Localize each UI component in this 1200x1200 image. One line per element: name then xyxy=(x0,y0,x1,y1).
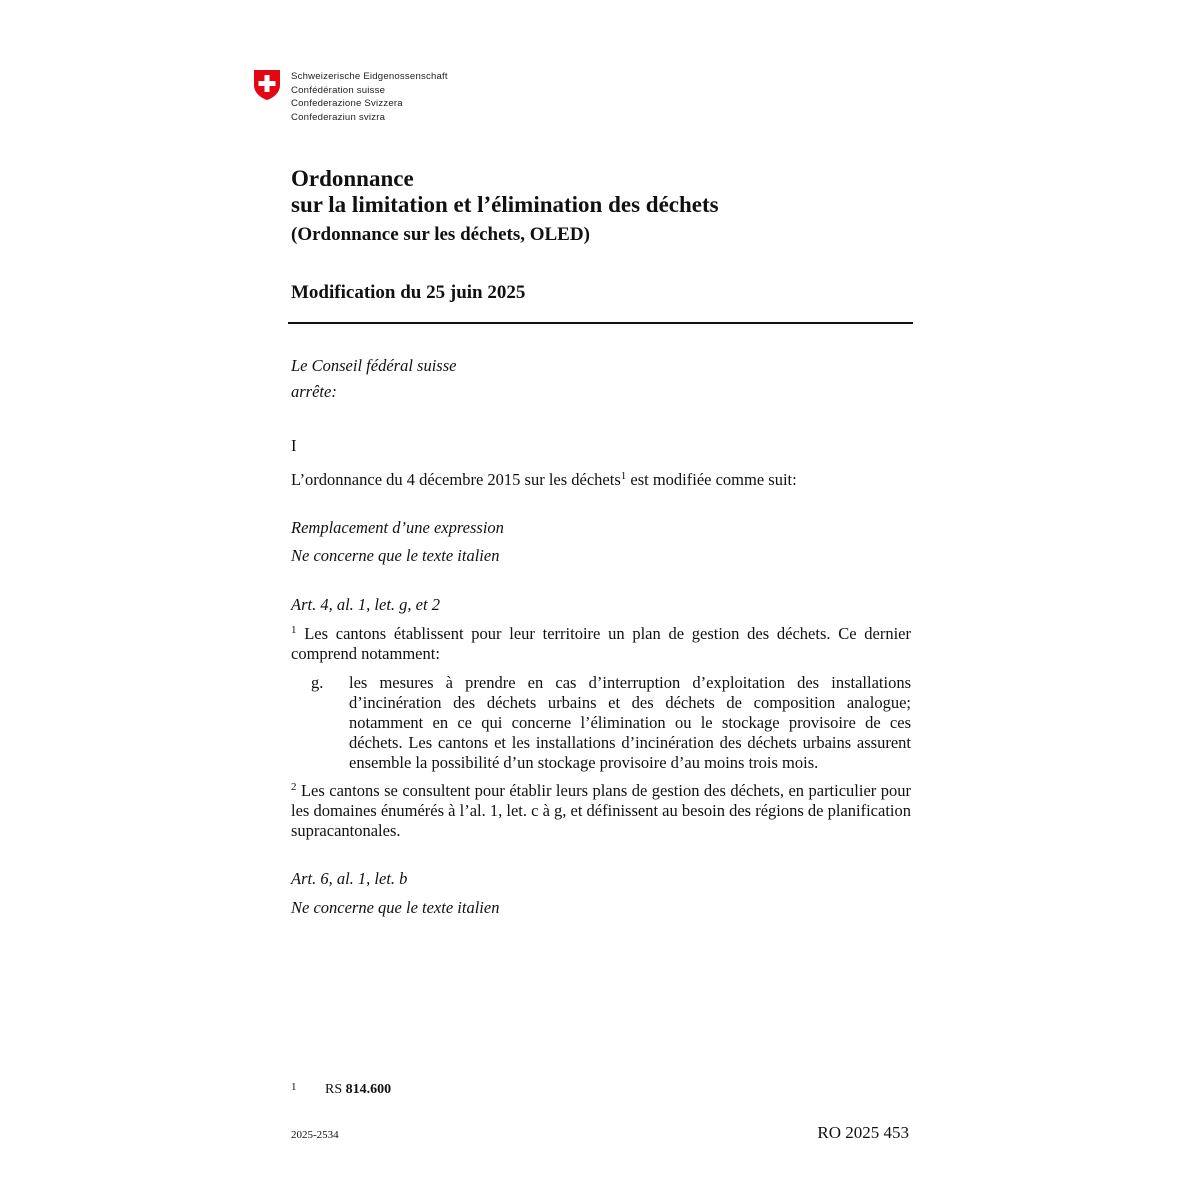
intro-text-after: est modifiée comme suit: xyxy=(626,470,797,489)
modification-date: Modification du 25 juin 2025 xyxy=(291,282,526,303)
art4-paragraph-1 xyxy=(291,624,911,664)
confederation-name-it: Confederazione Svizzera xyxy=(291,98,403,109)
title-short-name: (Ordonnance sur les déchets, OLED) xyxy=(291,224,590,245)
letter-label: g. xyxy=(311,673,324,692)
footnote-number: 1 xyxy=(291,1081,297,1093)
ro-reference: RO 2025 453 xyxy=(817,1123,909,1142)
title-divider xyxy=(288,322,913,324)
document-number: 2025-2534 xyxy=(291,1129,339,1141)
letter-g-text: les mesures à prendre en cas d’interruption d’exploitation des installations d’incinération des déchets urbains et des déchets de composition analogue; notamment en ce qui concerne l’élimination ou le stockage provisoire de ces déchets. Les cantons et les installations d’incinération des déchets urbains assurent ensemble la possibilité d’un stockage provisoire d’au moins trois mois. xyxy=(349,673,911,772)
preamble-decrees: arrête: xyxy=(291,382,337,401)
swiss-cross-shield-icon xyxy=(253,69,281,101)
art4-al1-text: Les cantons établissent pour leur territoire un plan de gestion des déchets. Ce dernier comprend notamment: xyxy=(291,624,911,663)
art4-paragraph-2 xyxy=(291,781,911,841)
art4-al2-number: 2 xyxy=(291,781,297,793)
confederation-name-fr: Confédération suisse xyxy=(291,84,386,96)
preamble xyxy=(291,353,911,405)
art6-heading: Art. 6, al. 1, let. b xyxy=(291,869,408,888)
section-number: I xyxy=(291,436,297,455)
preamble-authority: Le Conseil fédéral suisse xyxy=(291,356,457,375)
art4-al2-text: Les cantons se consultent pour établir leurs plans de gestion des déchets, en particulier pour les domaines énumérés à l’al. 1, let. c à g, et définissent au besoin des régions de planification supracantonales. xyxy=(291,781,911,840)
confederation-name-rm: Confederaziun svizra xyxy=(291,111,386,123)
art6-text: Ne concerne que le texte italien xyxy=(291,898,500,917)
title-line-1: Ordonnance xyxy=(291,166,414,191)
art4-heading: Art. 4, al. 1, let. g, et 2 xyxy=(291,595,440,614)
confederation-names xyxy=(291,70,448,124)
replacement-text: Ne concerne que le texte italien xyxy=(291,546,500,565)
confederation-name-de: Schweizerische Eidgenossenschaft xyxy=(291,71,448,82)
intro-text-before: L’ordonnance du 4 décembre 2015 sur les déchets xyxy=(291,470,621,489)
footnote xyxy=(291,1077,391,1100)
art4-al1-number: 1 xyxy=(291,624,297,636)
replacement-heading: Remplacement d’une expression xyxy=(291,518,504,537)
footnote-marker: 1 xyxy=(620,470,627,482)
art4-letter-g xyxy=(311,673,911,773)
footnote-prefix: RS xyxy=(325,1082,346,1097)
intro-paragraph xyxy=(291,470,911,490)
footnote-reference: 814.600 xyxy=(345,1082,392,1097)
title-line-2: sur la limitation et l’élimination des déchets xyxy=(291,192,719,217)
document-title xyxy=(291,166,719,252)
